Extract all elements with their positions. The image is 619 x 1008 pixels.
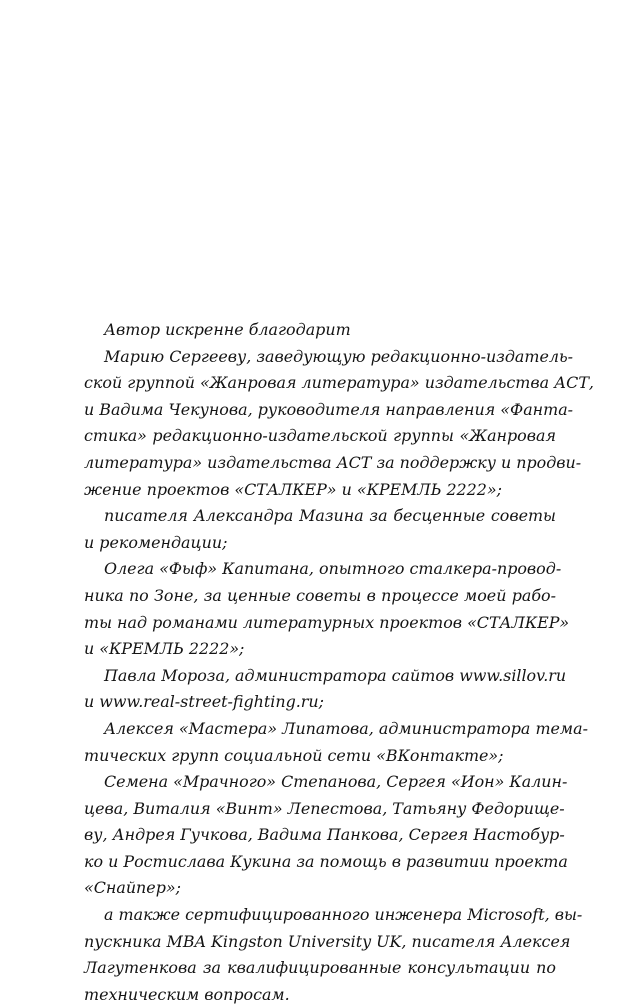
text-line: и рекомендации; [84, 532, 228, 552]
text-line: жение проектов «СТАЛКЕР» и «КРЕМЛЬ 2222»; [84, 479, 502, 499]
text-line: и www.real-street-fighting.ru; [84, 692, 324, 712]
text-line: и «КРЕМЛЬ 2222»; [84, 639, 245, 659]
text-line: писателя Александра Мазина за бесценные советы [104, 506, 556, 526]
text-line: техническим вопросам. [84, 984, 290, 1004]
acknowledgements-text [84, 317, 594, 1008]
ack-heading: Автор искренне благодарит [104, 320, 351, 339]
text-line: ты над романами литературных проектов «СТАЛКЕР» [84, 612, 570, 632]
text-line: Марию Сергееву, заведующую редакционно-издатель- [104, 346, 573, 366]
text-line: Семена «Мрачного» Степанова, Сергея «Ион» Калин- [104, 772, 568, 792]
text-line: Павла Мороза, администратора сайтов www.sillov.ru [104, 665, 567, 685]
text-line: ской группой «Жанровая литература» издательства АСТ, [84, 373, 594, 393]
text-line: тических групп социальной сети «ВКонтакте»; [84, 745, 504, 765]
text-line: пускника MBA Kingston University UK, писателя Алексея [84, 931, 571, 951]
text-line: а также сертифицированного инженера Microsoft, вы- [104, 905, 583, 925]
text-line: «Снайпер»; [84, 878, 181, 898]
text-line: и Вадима Чекунова, руководителя направления «Фанта- [84, 399, 574, 419]
text-line: цева, Виталия «Винт» Лепестова, Татьяну Федорище- [84, 798, 565, 818]
text-line: литература» издательства АСТ за поддержку и продви- [84, 452, 582, 472]
text-line: ву, Андрея Гучкова, Вадима Панкова, Сергея Настобур- [84, 825, 565, 845]
text-line: Лагутенкова за квалифицированные консультации по [84, 958, 556, 978]
text-line: ко и Ростислава Кукина за помощь в развитии проекта [84, 851, 568, 871]
text-line: Олега «Фыф» Капитана, опытного сталкера-провод- [104, 559, 562, 579]
text-line: ника по Зоне, за ценные советы в процессе моей рабо- [84, 585, 556, 605]
text-line: Алексея «Мастера» Липатова, администратора тема- [104, 718, 588, 738]
text-line: стика» редакционно-издательской группы «Жанровая [84, 426, 556, 446]
